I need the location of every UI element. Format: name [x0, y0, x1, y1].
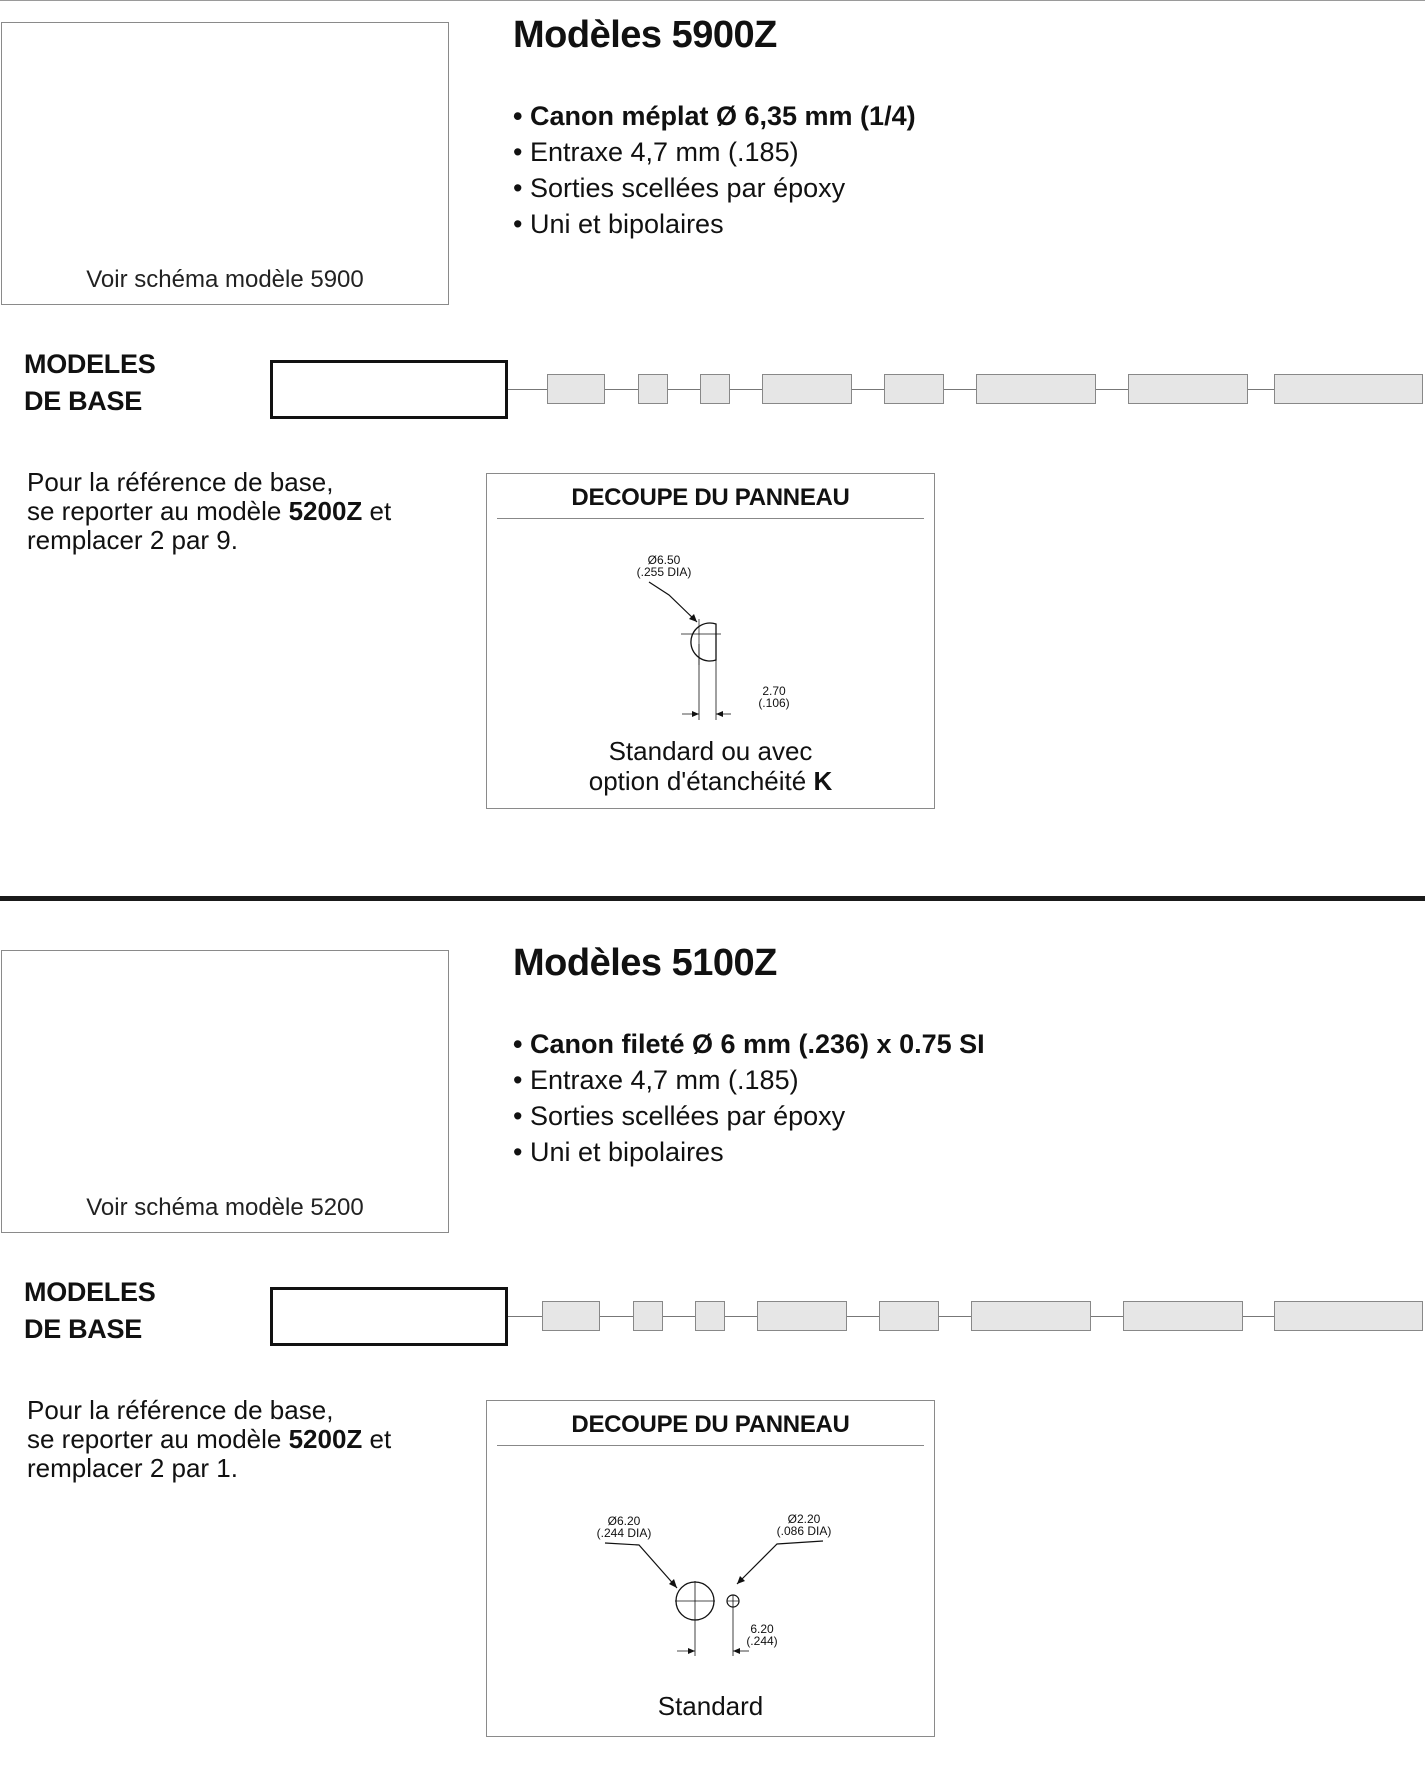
ref-model: 5200Z: [288, 496, 363, 526]
ref-line: se reporter au modèle 5200Z et: [27, 1424, 392, 1454]
base-reference-text: [27, 468, 391, 555]
ref-model: 5200Z: [288, 1424, 363, 1454]
feature-item: • Uni et bipolaires: [513, 206, 916, 242]
order-code-cell: [762, 374, 852, 404]
order-code-cell: [547, 374, 605, 404]
dimension-arrow: [716, 711, 723, 717]
order-code-cell: [879, 1301, 939, 1331]
dimension-arrow: [688, 1648, 695, 1654]
base-models-label: [24, 346, 155, 420]
ref-line: Pour la référence de base,: [27, 467, 334, 497]
offset-mm-label: 6.20: [750, 1622, 774, 1636]
order-code-cell: [1274, 374, 1423, 404]
flatted-hole: [691, 623, 716, 661]
order-code-cell: [700, 374, 730, 404]
product-image-placeholder-5200: [1, 950, 449, 1233]
feature-item: • Canon méplat Ø 6,35 mm (1/4): [513, 98, 916, 134]
offset-mm-label: 2.70: [762, 684, 786, 698]
order-code-cell: [638, 374, 668, 404]
cutout-caption-line: Standard ou avec: [608, 736, 813, 766]
section-divider: [0, 896, 1425, 901]
product-image-placeholder-5900: [1, 22, 449, 305]
base-models-label: [24, 1274, 155, 1348]
base-label-line1: MODELES: [24, 1277, 156, 1307]
base-label-line2: DE BASE: [24, 386, 142, 416]
order-code-cell: [542, 1301, 600, 1331]
feature-item: • Sorties scellées par époxy: [513, 1098, 985, 1134]
ref-line: remplacer 2 par 9.: [27, 525, 238, 555]
image-caption: Voir schéma modèle 5900: [86, 266, 364, 293]
order-code-cell: [1128, 374, 1248, 404]
base-label-line1: MODELES: [24, 349, 156, 379]
diameter2-mm-label: Ø2.20: [787, 1512, 821, 1526]
panel-cutout-box: [486, 473, 935, 809]
diameter-in-label: (.255 DIA): [636, 565, 692, 579]
offset-in-label: (.244): [746, 1634, 778, 1648]
panel-cutout-drawing: [487, 1401, 936, 1738]
order-code-cell: [633, 1301, 663, 1331]
order-code-cell: [884, 374, 944, 404]
feature-item: • Entraxe 4,7 mm (.185): [513, 134, 916, 170]
ref-line: Pour la référence de base,: [27, 1395, 334, 1425]
section-title-5100z: Modèles 5100Z: [513, 942, 777, 984]
dimension-arrow: [733, 1648, 740, 1654]
offset-in-label: (.106): [758, 696, 790, 710]
panel-cutout-box: [486, 1400, 935, 1737]
diameter-mm-label: Ø6.50: [647, 553, 681, 567]
ref-line: remplacer 2 par 1.: [27, 1453, 238, 1483]
order-code-cell: [695, 1301, 725, 1331]
cutout-title: DECOUPE DU PANNEAU: [497, 1411, 924, 1446]
base-label-line2: DE BASE: [24, 1314, 142, 1344]
cutout-caption: [487, 736, 934, 796]
feature-list-5900z: [513, 98, 916, 242]
diameter1-mm-label: Ø6.20: [607, 1514, 641, 1528]
ref-line: se reporter au modèle 5200Z et: [27, 496, 392, 526]
base-model-box: [270, 1287, 508, 1346]
feature-item: • Sorties scellées par époxy: [513, 170, 916, 206]
leader-line: [605, 1543, 677, 1588]
order-code-cell: [976, 374, 1096, 404]
image-caption: Voir schéma modèle 5200: [86, 1194, 364, 1221]
cutout-caption: Standard: [657, 1691, 764, 1721]
order-code-cell: [757, 1301, 847, 1331]
base-model-box: [270, 360, 508, 419]
order-code-cell: [1123, 1301, 1243, 1331]
base-reference-text: [27, 1396, 391, 1483]
diameter2-in-label: (.086 DIA): [776, 1524, 832, 1538]
feature-list-5100z: [513, 1026, 985, 1170]
option-code-k: K: [813, 766, 833, 796]
feature-item: • Uni et bipolaires: [513, 1134, 985, 1170]
section-title-5900z: Modèles 5900Z: [513, 14, 777, 56]
leader-line: [737, 1541, 823, 1584]
cutout-caption-line: option d'étanchéité K: [588, 766, 833, 796]
order-code-cell: [1274, 1301, 1423, 1331]
feature-item: • Entraxe 4,7 mm (.185): [513, 1062, 985, 1098]
dimension-arrow: [692, 711, 699, 717]
order-code-cell: [971, 1301, 1091, 1331]
diameter1-in-label: (.244 DIA): [596, 1526, 652, 1540]
leader-line: [649, 582, 697, 622]
feature-item: • Canon fileté Ø 6 mm (.236) x 0.75 SI: [513, 1026, 985, 1062]
top-rule: [0, 0, 1425, 1]
cutout-title: DECOUPE DU PANNEAU: [497, 484, 924, 519]
